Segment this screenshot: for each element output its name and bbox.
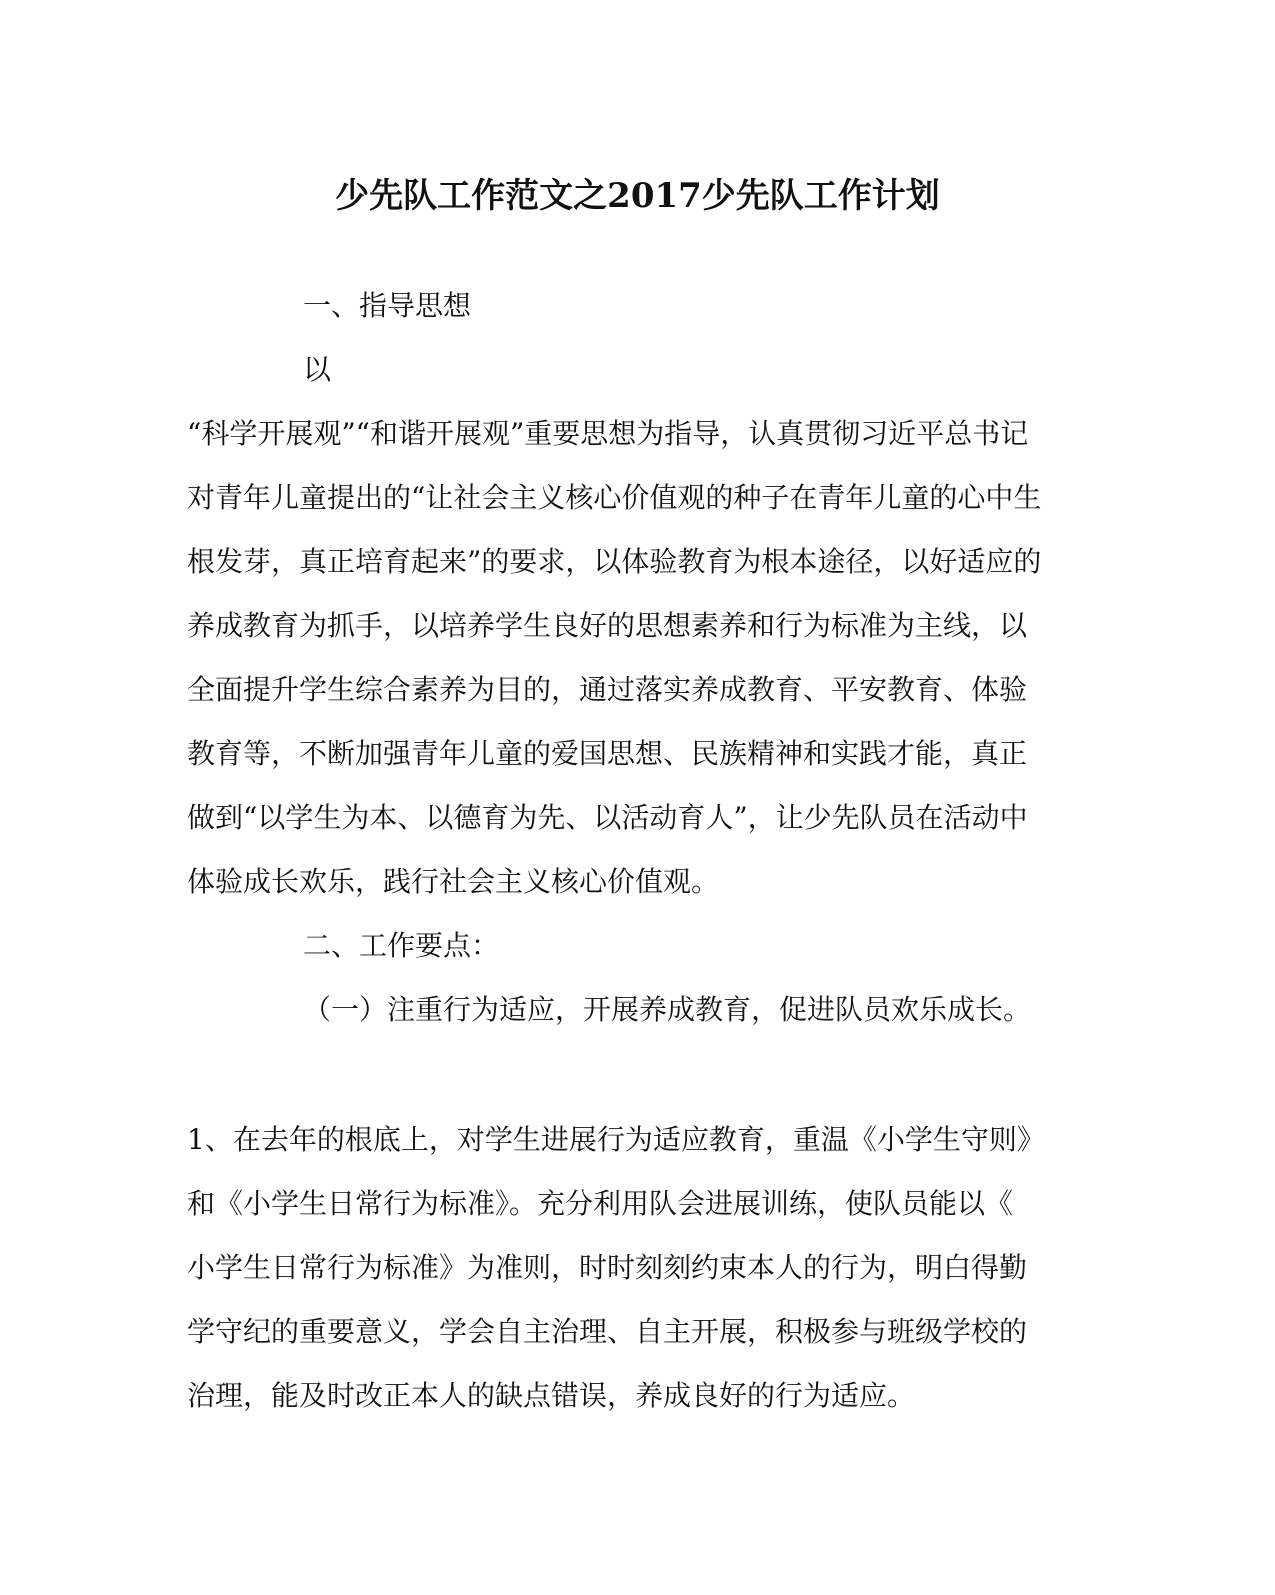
list-item-line: 学守纪的重要意义，学会自主治理、自主开展，积极参与班级学校的	[187, 1315, 1028, 1348]
paragraph-lead: 以	[303, 353, 332, 386]
paragraph-line: 做到“以学生为本、以德育为先、以活动育人”，让少先队员在活动中	[187, 801, 1028, 834]
list-item-line: 和《小学生日常行为标准》。充分利用队会进展训练，使队员能以《	[187, 1187, 1014, 1220]
section-heading-guiding-ideology: 一、指导思想	[303, 289, 472, 322]
paragraph-line: 对青年儿童提出的“让社会主义核心价值观的种子在青年儿童的心中生	[187, 481, 1042, 514]
subsection-heading: （一）注重行为适应，开展养成教育，促进队员欢乐成长。	[303, 993, 1032, 1026]
document-title: 少先队工作范文之2017少先队工作计划	[335, 176, 940, 216]
paragraph-line: 教育等，不断加强青年儿童的爱国思想、民族精神和实践才能，真正	[187, 737, 1028, 770]
section-heading-work-points: 二、工作要点：	[303, 929, 500, 962]
paragraph-line: 根发芽，真正培育起来”的要求，以体验教育为根本途径，以好适应的	[187, 545, 1042, 578]
paragraph-line: “科学开展观”“和谐开展观”重要思想为指导，认真贯彻习近平总书记	[187, 417, 1029, 450]
list-item-line: 治理，能及时改正本人的缺点错误，养成良好的行为适应。	[187, 1379, 916, 1412]
list-item-line: 小学生日常行为标准》为准则，时时刻刻约束本人的行为，明白得勤	[187, 1251, 1028, 1284]
paragraph-line: 全面提升学生综合素养为目的，通过落实养成教育、平安教育、体验	[187, 673, 1028, 706]
paragraph-line: 养成教育为抓手，以培养学生良好的思想素养和行为标准为主线，以	[187, 609, 1028, 642]
list-item-line: 1、在去年的根底上，对学生进展行为适应教育，重温《小学生守则》	[187, 1123, 1045, 1156]
paragraph-line: 体验成长欢乐，践行社会主义核心价值观。	[187, 865, 720, 898]
